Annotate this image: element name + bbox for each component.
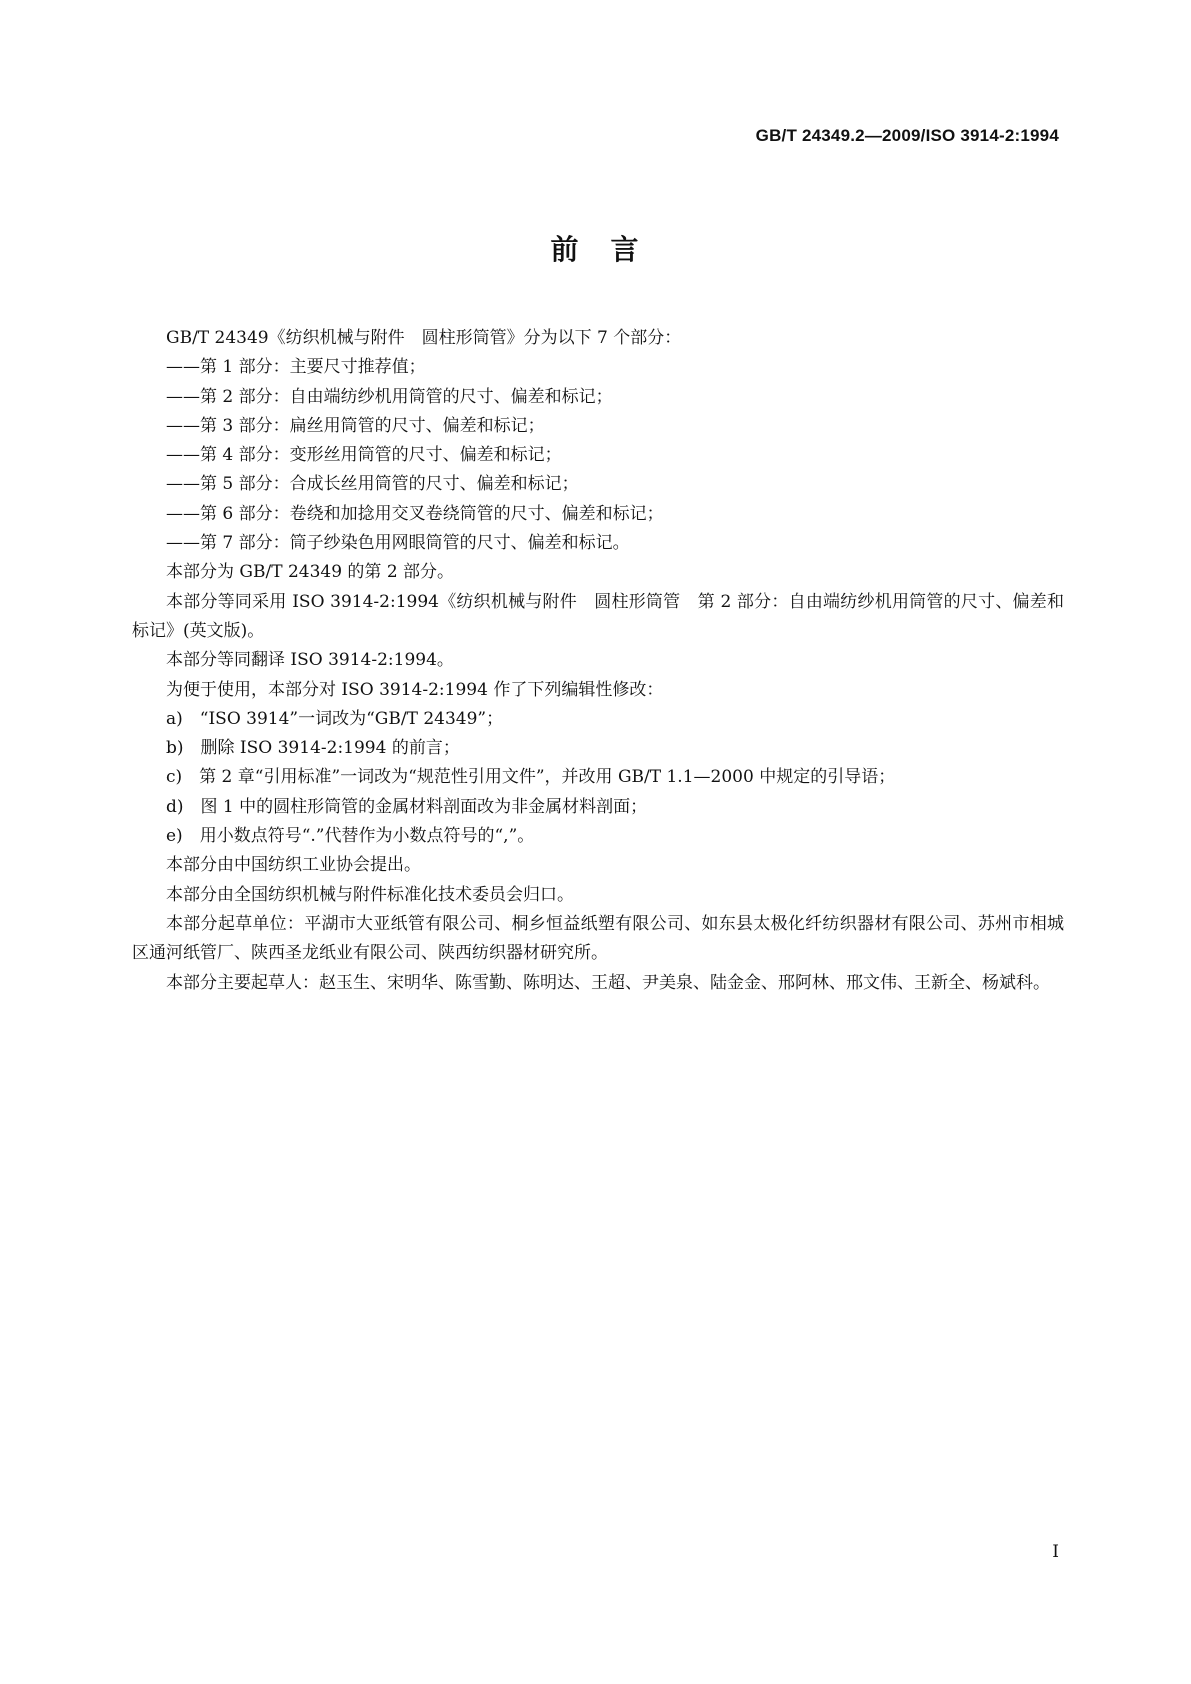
paragraph-drafting-units: 本部分起草单位：平湖市大亚纸管有限公司、桐乡恒益纸塑有限公司、如东县太极化纤纺织器材有限公司、苏州市相城区通河纸管厂、陕西圣龙纸业有限公司、陕西纺织器材研究所。 — [132, 913, 1064, 964]
paragraph-drafters: 本部分主要起草人：赵玉生、宋明华、陈雪勤、陈明达、王超、尹美泉、陆金金、邢阿林、邢文伟、王新全、杨斌科。 — [166, 972, 1050, 993]
page-title: 前 言 — [550, 233, 641, 266]
page-number: I — [1052, 1542, 1059, 1562]
modification-d: d) 图 1 中的圆柱形筒管的金属材料剖面改为非金属材料剖面； — [166, 796, 648, 817]
list-item-part-4: ——第 4 部分：变形丝用筒管的尺寸、偏差和标记； — [166, 445, 562, 466]
paragraph-adoption: 本部分等同采用 ISO 3914-2:1994《纺织机械与附件 圆柱形筒管 第 2 部分：自由端纺纱机用筒管的尺寸、偏差和标记》(英文版)。 — [132, 591, 1064, 641]
list-item-part-7: ——第 7 部分：筒子纱染色用网眼筒管的尺寸、偏差和标记。 — [166, 533, 630, 554]
modification-e: e) 用小数点符号“.”代替作为小数点符号的“,”。 — [166, 826, 535, 847]
list-item-part-1: ——第 1 部分：主要尺寸推荐值； — [166, 357, 426, 378]
paragraph-part-statement: 本部分为 GB/T 24349 的第 2 部分。 — [166, 562, 455, 583]
paragraph-translation: 本部分等同翻译 ISO 3914-2:1994。 — [166, 650, 454, 671]
list-item-part-6: ——第 6 部分：卷绕和加捻用交叉卷绕筒管的尺寸、偏差和标记； — [166, 503, 664, 524]
paragraph-committee: 本部分由全国纺织机械与附件标准化技术委员会归口。 — [166, 884, 574, 905]
paragraph-intro: GB/T 24349《纺织机械与附件 圆柱形筒管》分为以下 7 个部分： — [166, 328, 682, 348]
list-item-part-5: ——第 5 部分：合成长丝用筒管的尺寸、偏差和标记； — [166, 474, 579, 495]
modification-b: b) 删除 ISO 3914-2:1994 的前言； — [166, 738, 460, 759]
foreword-body — [132, 324, 1064, 998]
list-item-part-3: ——第 3 部分：扁丝用筒管的尺寸、偏差和标记； — [166, 415, 545, 436]
modification-c: c) 第 2 章“引用标准”一词改为“规范性引用文件”，并改用 GB/T 1.1—2000 中规定的引导语； — [166, 767, 896, 788]
list-item-part-2: ——第 2 部分：自由端纺纱机用筒管的尺寸、偏差和标记； — [166, 386, 613, 407]
paragraph-proposer: 本部分由中国纺织工业协会提出。 — [166, 855, 421, 876]
modification-a: a) “ISO 3914”一词改为“GB/T 24349”； — [166, 708, 504, 729]
paragraph-modifications: 为便于使用，本部分对 ISO 3914-2:1994 作了下列编辑性修改： — [166, 679, 664, 700]
standard-number: GB/T 24349.2—2009/ISO 3914-2:1994 — [755, 126, 1059, 145]
